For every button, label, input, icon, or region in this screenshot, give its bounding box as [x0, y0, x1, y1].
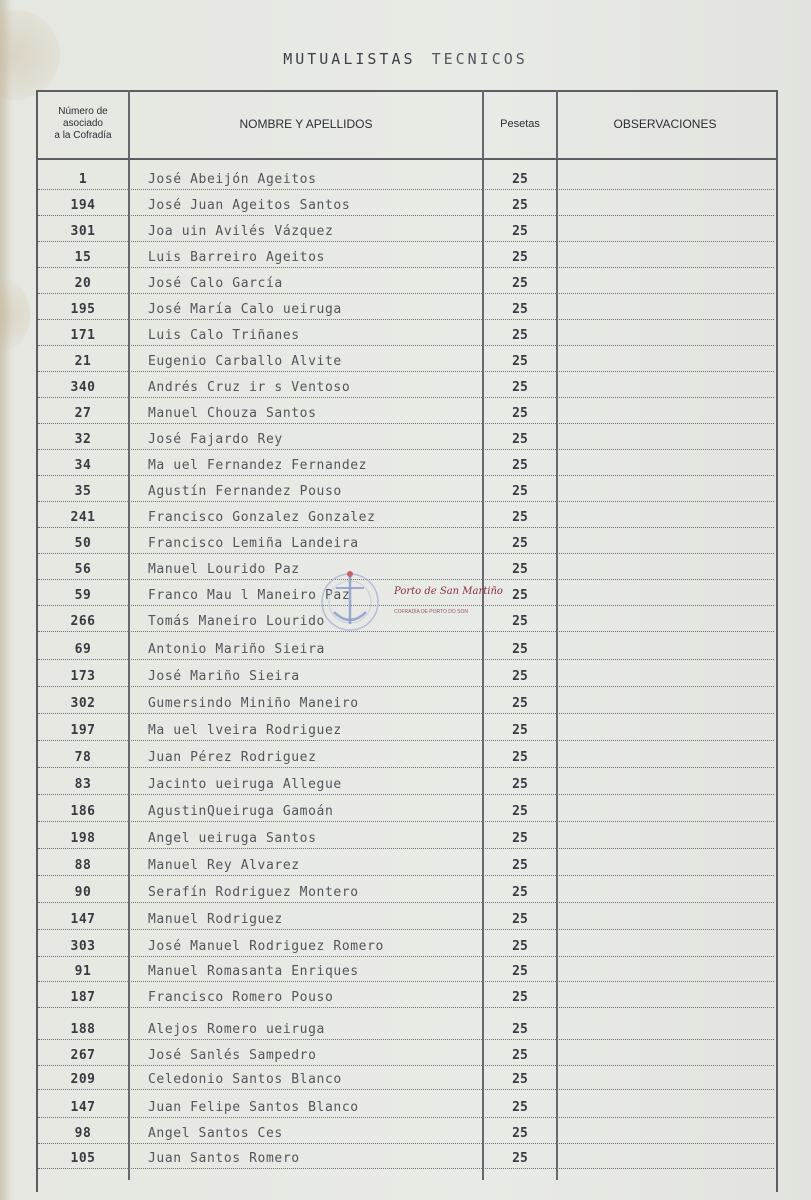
member-number: 15 — [74, 250, 92, 265]
member-number: 91 — [74, 964, 92, 979]
member-name: Andrés Cruz ir s Ventoso — [148, 380, 351, 395]
row-rule — [38, 848, 774, 849]
member-name: Manuel Chouza Santos — [148, 406, 317, 421]
row-rule — [38, 794, 774, 795]
member-number: 340 — [70, 380, 96, 395]
pesetas-amount: 25 — [512, 858, 528, 873]
member-name: Francisco Romero Pouso — [148, 990, 334, 1005]
member-number: 209 — [70, 1072, 96, 1087]
title-part-1: MUTUALISTAS — [283, 50, 416, 68]
table-row — [38, 216, 774, 242]
member-name: Manuel Lourido Paz — [148, 562, 300, 577]
member-name: José Manuel Rodriguez Romero — [148, 939, 384, 954]
table-row — [38, 823, 774, 849]
table-row — [38, 1014, 774, 1040]
member-name: José María Calo ueiruga — [148, 302, 342, 317]
table-row — [38, 661, 774, 687]
member-name: Franco Mau l Maneiro Paz — [148, 588, 351, 603]
member-name: Juan Santos Romero — [148, 1151, 300, 1166]
member-number: 20 — [74, 276, 92, 291]
table-row — [38, 742, 774, 768]
row-rule — [38, 1168, 774, 1169]
stamp-subtitle: COFRADÍA DE PORTO DO SON — [394, 609, 468, 615]
member-number: 303 — [70, 939, 96, 954]
member-number: 69 — [74, 642, 92, 657]
member-name: José Sanlés Sampedro — [148, 1048, 317, 1063]
member-name: Francisco Gonzalez Gonzalez — [148, 510, 376, 525]
member-number: 147 — [70, 912, 96, 927]
pesetas-amount: 25 — [512, 224, 528, 239]
row-rule — [38, 659, 774, 660]
pesetas-amount: 25 — [512, 1100, 528, 1115]
member-number: 187 — [70, 990, 96, 1005]
table-row — [38, 1092, 774, 1118]
member-name: Juan Felipe Santos Blanco — [148, 1100, 359, 1115]
pesetas-amount: 25 — [512, 484, 528, 499]
pesetas-amount: 25 — [512, 1048, 528, 1063]
row-rule — [38, 767, 774, 768]
member-name: Celedonio Santos Blanco — [148, 1072, 342, 1087]
member-name: Alejos Romero ueiruga — [148, 1022, 325, 1037]
row-rule — [38, 686, 774, 687]
table-row — [38, 1040, 774, 1066]
row-rule — [38, 821, 774, 822]
table-row — [38, 424, 774, 450]
table-row — [38, 904, 774, 930]
row-rule — [38, 875, 774, 876]
title-part-2: TECNICOS — [431, 50, 528, 68]
member-name: Manuel Rey Alvarez — [148, 858, 300, 873]
member-number: 197 — [70, 723, 96, 738]
row-rule — [38, 1007, 774, 1008]
table-row — [38, 242, 774, 268]
row-rule — [38, 902, 774, 903]
pesetas-amount: 25 — [512, 198, 528, 213]
header-pesetas: Pesetas — [500, 118, 540, 130]
member-number: 1 — [78, 172, 88, 187]
pesetas-amount: 25 — [512, 990, 528, 1005]
pesetas-amount: 25 — [512, 831, 528, 846]
anchor-seal-icon — [310, 562, 390, 642]
member-number: 267 — [70, 1048, 96, 1063]
row-rule — [38, 1089, 774, 1090]
member-name: José Abeijón Ageitos — [148, 172, 317, 187]
table-row — [38, 450, 774, 476]
member-number: 195 — [70, 302, 96, 317]
member-name: Ma uel Fernandez Fernandez — [148, 458, 368, 473]
pesetas-amount: 25 — [512, 669, 528, 684]
pesetas-amount: 25 — [512, 250, 528, 265]
member-number: 90 — [74, 885, 92, 900]
member-number: 88 — [74, 858, 92, 873]
pesetas-amount: 25 — [512, 1022, 528, 1037]
pesetas-amount: 25 — [512, 276, 528, 291]
member-number: 50 — [74, 536, 92, 551]
table-row — [38, 715, 774, 741]
member-name: Jacinto ueiruga Allegue — [148, 777, 342, 792]
member-name: José Mariño Sieira — [148, 669, 300, 684]
table-row — [38, 294, 774, 320]
pesetas-amount: 25 — [512, 939, 528, 954]
table-row — [38, 1064, 774, 1090]
member-number: 301 — [70, 224, 96, 239]
member-number: 78 — [74, 750, 92, 765]
member-name: Angel ueiruga Santos — [148, 831, 317, 846]
member-number: 302 — [70, 696, 96, 711]
member-name: Agustín Fernandez Pouso — [148, 484, 342, 499]
pesetas-amount: 25 — [512, 696, 528, 711]
member-number: 188 — [70, 1022, 96, 1037]
pesetas-amount: 25 — [512, 562, 528, 577]
pesetas-amount: 25 — [512, 380, 528, 395]
table-row — [38, 877, 774, 903]
member-name: Luis Calo Triñanes — [148, 328, 300, 343]
member-name: José Calo García — [148, 276, 283, 291]
pesetas-amount: 25 — [512, 614, 528, 629]
pesetas-amount: 25 — [512, 804, 528, 819]
pesetas-amount: 25 — [512, 172, 528, 187]
table-row — [38, 769, 774, 795]
member-number: 56 — [74, 562, 92, 577]
member-number: 147 — [70, 1100, 96, 1115]
table-row — [38, 1143, 774, 1169]
row-rule — [38, 740, 774, 741]
header-number: Número de asociado a la Cofradía — [54, 106, 112, 141]
header-name: NOMBRE Y APELLIDOS — [239, 117, 373, 131]
pesetas-amount: 25 — [512, 777, 528, 792]
header-observaciones: OBSERVACIONES — [613, 117, 717, 131]
pesetas-amount: 25 — [512, 302, 528, 317]
pesetas-amount: 25 — [512, 432, 528, 447]
row-rule — [38, 929, 774, 930]
pesetas-amount: 25 — [512, 510, 528, 525]
member-name: Ma uel lveira Rodriguez — [148, 723, 342, 738]
member-number: 34 — [74, 458, 92, 473]
table-row — [38, 320, 774, 346]
member-number: 27 — [74, 406, 92, 421]
member-number: 194 — [70, 198, 96, 213]
table-row — [38, 982, 774, 1008]
member-name: Serafín Rodriguez Montero — [148, 885, 359, 900]
member-number: 35 — [74, 484, 92, 499]
pesetas-amount: 25 — [512, 723, 528, 738]
row-rule — [38, 713, 774, 714]
pesetas-amount: 25 — [512, 588, 528, 603]
member-number: 59 — [74, 588, 92, 603]
pesetas-amount: 25 — [512, 536, 528, 551]
table-row — [38, 850, 774, 876]
table-row — [38, 268, 774, 294]
member-number: 198 — [70, 831, 96, 846]
member-name: Manuel Romasanta Enriques — [148, 964, 359, 979]
member-number: 171 — [70, 328, 96, 343]
member-number: 105 — [70, 1151, 96, 1166]
table-row — [38, 931, 774, 957]
table-row — [38, 796, 774, 822]
member-number: 266 — [70, 614, 96, 629]
member-number: 98 — [74, 1126, 92, 1141]
table-row — [38, 1118, 774, 1144]
table-row — [38, 346, 774, 372]
member-name: Antonio Mariño Sieira — [148, 642, 325, 657]
member-name: José Juan Ageitos Santos — [148, 198, 351, 213]
member-name: Gumersindo Miniño Maneiro — [148, 696, 359, 711]
stamp-brand: Porto de San Martiño — [394, 586, 503, 597]
pesetas-amount: 25 — [512, 328, 528, 343]
table-row — [38, 956, 774, 982]
member-name: Manuel Rodriguez — [148, 912, 283, 927]
table-row — [38, 190, 774, 216]
member-name: Angel Santos Ces — [148, 1126, 283, 1141]
pesetas-amount: 25 — [512, 750, 528, 765]
member-name: Juan Pérez Rodriguez — [148, 750, 317, 765]
table-row — [38, 476, 774, 502]
pesetas-amount: 25 — [512, 458, 528, 473]
member-number: 21 — [74, 354, 92, 369]
table-row — [38, 398, 774, 424]
member-number: 186 — [70, 804, 96, 819]
pesetas-amount: 25 — [512, 406, 528, 421]
member-name: Joa uin Avilés Vázquez — [148, 224, 334, 239]
pesetas-amount: 25 — [512, 885, 528, 900]
watermark-stamp — [308, 560, 503, 650]
pesetas-amount: 25 — [512, 1126, 528, 1141]
pesetas-amount: 25 — [512, 1151, 528, 1166]
member-name: Eugenio Carballo Alvite — [148, 354, 342, 369]
member-name: Luis Barreiro Ageitos — [148, 250, 325, 265]
member-name: AgustinQueiruga Gamoán — [148, 804, 334, 819]
pesetas-amount: 25 — [512, 964, 528, 979]
pesetas-amount: 25 — [512, 912, 528, 927]
pesetas-amount: 25 — [512, 1072, 528, 1087]
table-row — [38, 502, 774, 528]
pesetas-amount: 25 — [512, 642, 528, 657]
member-name: Tomás Maneiro Lourido — [148, 614, 325, 629]
table-row — [38, 164, 774, 190]
table-row — [38, 688, 774, 714]
table-row — [38, 528, 774, 554]
pesetas-amount: 25 — [512, 354, 528, 369]
member-name: Francisco Lemiña Landeira — [148, 536, 359, 551]
member-name: José Fajardo Rey — [148, 432, 283, 447]
table-row — [38, 372, 774, 398]
member-number: 83 — [74, 777, 92, 792]
member-number: 241 — [70, 510, 96, 525]
member-number: 173 — [70, 669, 96, 684]
member-number: 32 — [74, 432, 92, 447]
